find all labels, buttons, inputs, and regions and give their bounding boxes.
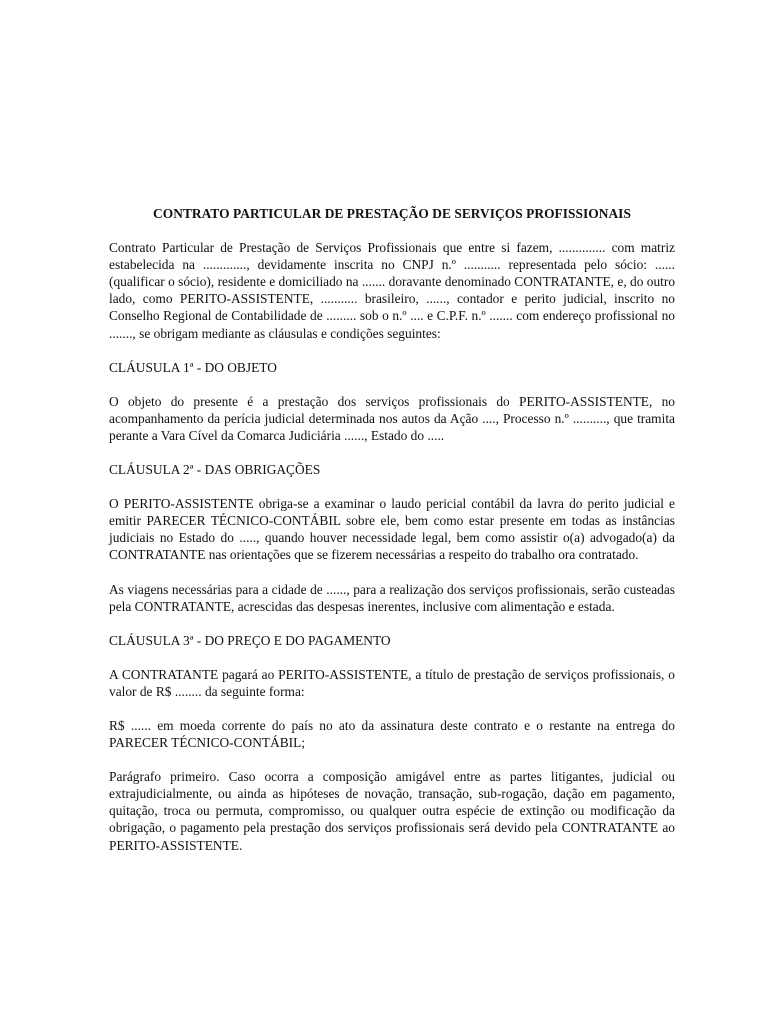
clause-1-paragraph-1: O objeto do presente é a prestação dos serviços profissionais do PERITO-ASSISTENTE, no acompanhamento da perícia judicial determinada nos autos da Ação ...., Processo n.º .........., que tramita perante a Vara Cível da Comarca Judiciária ......, Estado do ..... bbox=[109, 393, 675, 443]
clause-3-paragraph-1: A CONTRATANTE pagará ao PERITO-ASSISTENTE, a título de prestação de serviços profissionais, o valor de R$ ........ da seguinte forma: bbox=[109, 666, 675, 699]
contract-page bbox=[109, 205, 675, 871]
intro-paragraph: Contrato Particular de Prestação de Serviços Profissionais que entre si fazem, .............. com matriz estabelecida na ............., devidamente inscrita no CNPJ n.º ........... representada pelo sócio: ...... (qualificar o sócio), residente e domiciliado na ....... doravante denominado CONTRATANTE, e, do outro lado, como PERITO-ASSISTENTE, ........... brasileiro, ......, contador e perito judicial, inscrito no Conselho Regional de Contabilidade de ......... sob o n.º .... e C.P.F. n.º ....... com endereço profissional no ......., se obrigam mediante as cláusulas e condições seguintes: bbox=[109, 240, 676, 341]
clause-2-heading: CLÁUSULA 2ª - DAS OBRIGAÇÕES bbox=[109, 462, 321, 478]
clause-2-paragraph-2: As viagens necessárias para a cidade de ......, para a realização dos serviços profissionais, serão custeadas pela CONTRATANTE, acrescidas das despesas inerentes, inclusive com alimentação e estada. bbox=[109, 581, 675, 614]
clause-2-paragraph-1: O PERITO-ASSISTENTE obriga-se a examinar o laudo pericial contábil da lavra do perito judicial e emitir PARECER TÉCNICO-CONTÁBIL sobre ele, bem como estar presente em todas as instâncias judiciais no Estado do ....., quando houver necessidade legal, bem como assistir o(a) advogado(a) da CONTRATANTE nas orientações que se fizerem necessárias a respeito do trabalho ora contratado. bbox=[109, 496, 675, 563]
clause-1-heading: CLÁUSULA 1ª - DO OBJETO bbox=[109, 359, 277, 375]
document-title: CONTRATO PARTICULAR DE PRESTAÇÃO DE SERVIÇOS PROFISSIONAIS bbox=[153, 206, 631, 221]
clause-3-paragraph-2: R$ ...... em moeda corrente do país no ato da assinatura deste contrato e o restante na entrega do PARECER TÉCNICO-CONTÁBIL; bbox=[109, 717, 675, 751]
clause-3-heading: CLÁUSULA 3ª - DO PREÇO E DO PAGAMENTO bbox=[109, 632, 391, 648]
clause-3-paragraph-3: Parágrafo primeiro. Caso ocorra a composição amigável entre as partes litigantes, judicial ou extrajudicialmente, ou ainda as hipóteses de novação, transação, sub-rogação, dação em pagamento, quitação, troca ou permuta, compromisso, ou qualquer outra espécie de extinção ou modificação da obrigação, o pagamento pela prestação dos serviços profissionais será devido pela CONTRATANTE ao PERITO-ASSISTENTE. bbox=[109, 769, 675, 853]
